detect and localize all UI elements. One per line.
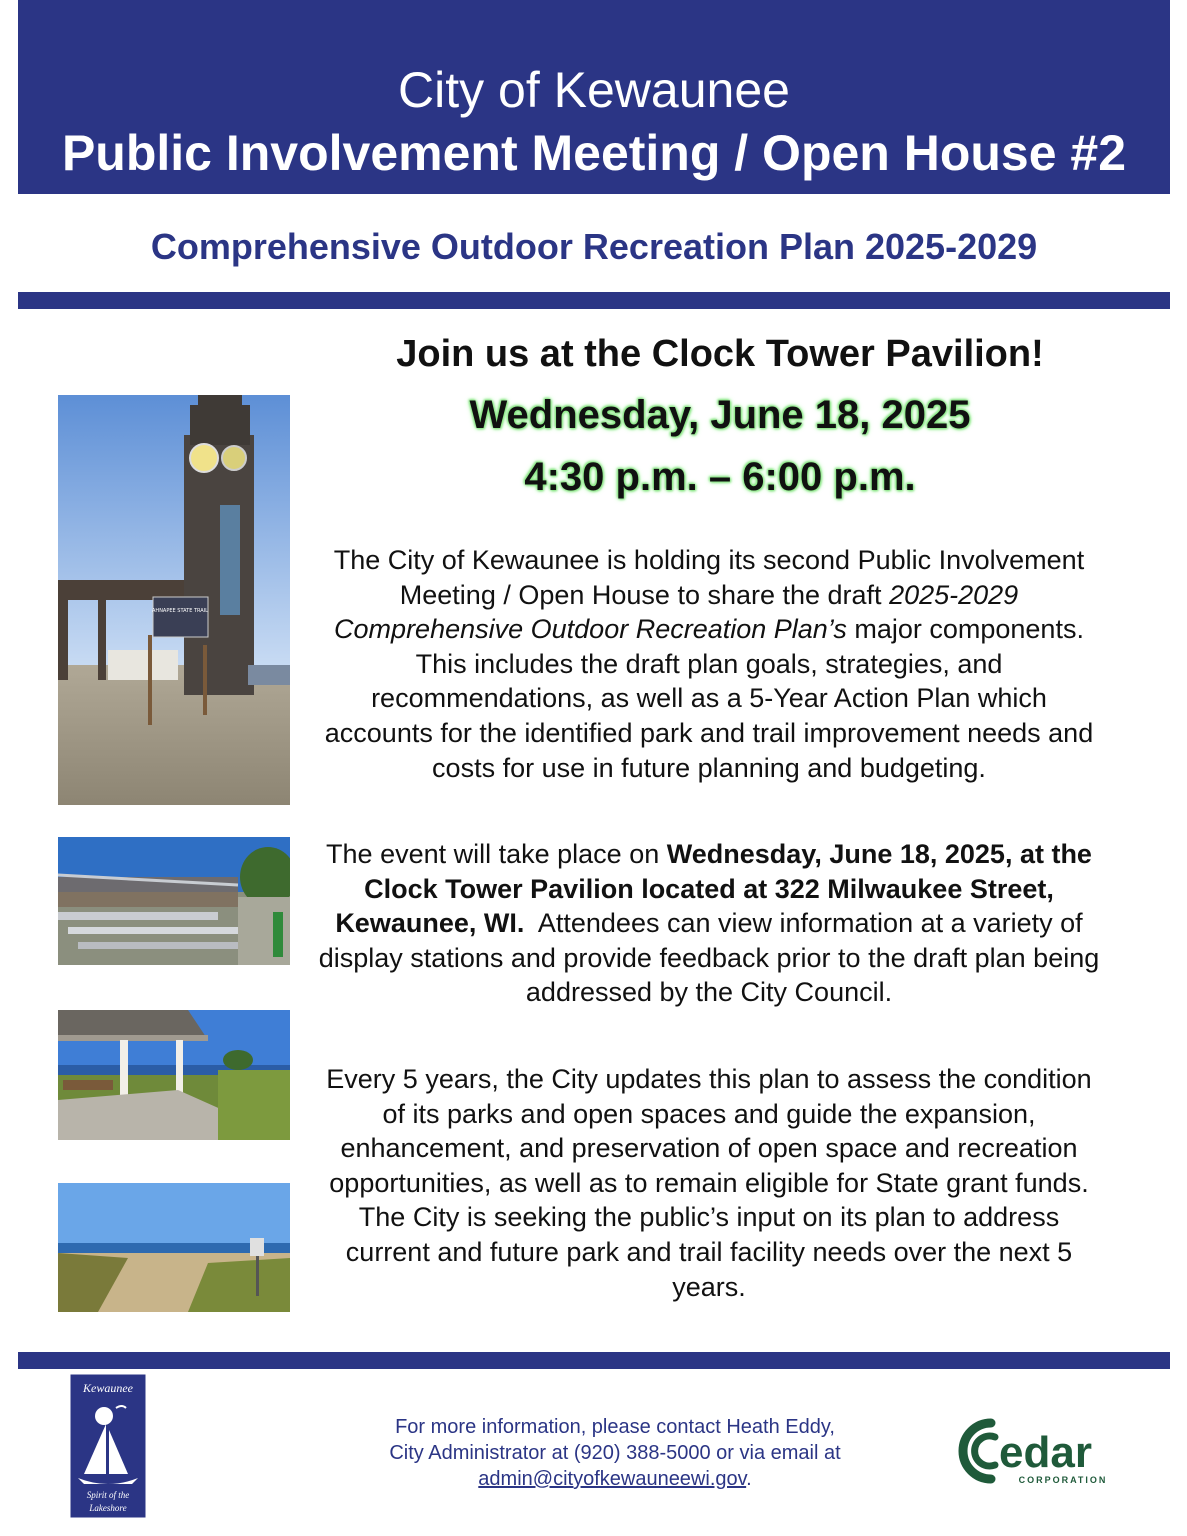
event-time: 4:30 p.m. – 6:00 p.m.: [524, 455, 916, 499]
logo-bottom-text-2: Lakeshore: [89, 1503, 127, 1513]
header-banner: [18, 0, 1170, 194]
cedar-wordmark: edar: [999, 1428, 1092, 1477]
email-link[interactable]: admin@cityofkewauneewi.gov: [478, 1468, 747, 1490]
paragraph-purpose: Every 5 years, the City updates this plan to assess the condition of its parks and open spaces and guide the expansion, enhancement, and preservation of open space and recreation opportunities, as well as to remain eligible for State grant funds. The City is seeking the public’s input on its plan to address current and future park and trail facility needs over the next 5 years.: [326, 1064, 1092, 1302]
event-location: Wednesday, June 18, 2025, at the Clock Tower Pavilion located at 322 Milwaukee Street, Kewaunee, WI.: [335, 839, 1092, 939]
logo-top-text: Kewaunee: [83, 1381, 133, 1395]
intro-text: The City of Kewaunee is holding its second Public Involvement Meeting / Open House to share the draft: [333, 545, 1085, 610]
event-lead: The event will take place on: [326, 839, 660, 869]
paragraph-event: [318, 837, 1100, 1010]
cedar-subtitle: CORPORATION: [1018, 1475, 1108, 1485]
event-rest: Attendees can view information at a variety of display stations and provide feedback prior to the draft plan being addressed by the City Council.: [318, 908, 1100, 1008]
email-suffix: .: [746, 1468, 752, 1490]
bottom-divider: [18, 1352, 1170, 1369]
event-date: Wednesday, June 18, 2025: [469, 393, 971, 437]
photo-bleachers: [58, 837, 290, 965]
meeting-title: Public Involvement Meeting / Open House #2: [61, 125, 1127, 181]
intro-rest: major components. This includes the draft plan goals, strategies, and recommendations, as well as a 5-Year Action Plan which accounts for the identified park and trail improvement needs and costs for use in future planning and budgeting.: [324, 614, 1094, 783]
trail-sign-text: AHNAPEE STATE TRAIL: [152, 608, 208, 614]
contact-line-1: For more information, please contact Heath Eddy,: [395, 1416, 835, 1438]
photo-clock-tower: [58, 395, 290, 805]
city-title: City of Kewaunee: [398, 62, 790, 118]
top-divider: [18, 292, 1170, 309]
plan-subtitle: Comprehensive Outdoor Recreation Plan 2025-2029: [150, 226, 1038, 267]
join-heading: Join us at the Clock Tower Pavilion!: [396, 333, 1044, 375]
contact-info: [330, 1414, 900, 1492]
contact-line-2: City Administrator at (920) 388-5000 or via email at: [389, 1442, 841, 1464]
kewaunee-logo: [70, 1374, 146, 1518]
paragraph-intro: [318, 543, 1100, 785]
photo-beach: [58, 1183, 290, 1312]
plan-name: 2025-2029 Comprehensive Outdoor Recreation Plan’s: [334, 579, 1019, 645]
cedar-logo: [955, 1415, 1145, 1490]
logo-bottom-text-1: Spirit of the: [86, 1490, 130, 1500]
photo-shelter: [58, 1010, 290, 1140]
